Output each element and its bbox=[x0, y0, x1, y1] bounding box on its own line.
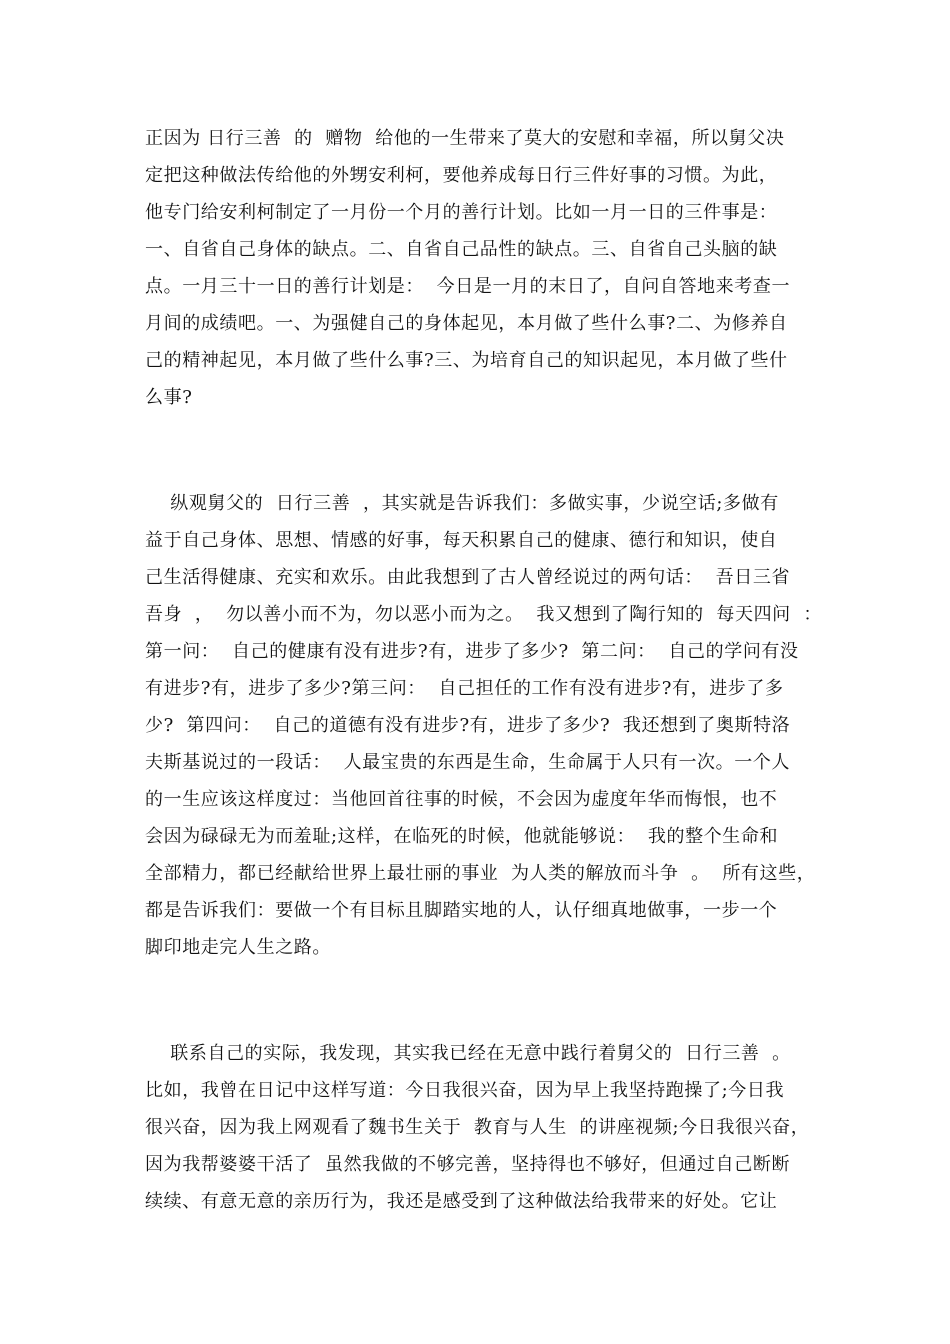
text-line: 很兴奋，因为我上网观看了魏书生关于 教育与人生 的讲座视频;今日我很兴奋， bbox=[145, 1117, 810, 1138]
text-line: 因为我帮婆婆干活了 虽然我做的不够完善，坚持得也不够好，但通过自己断断 bbox=[145, 1154, 791, 1175]
paragraph-3 bbox=[145, 1035, 825, 1220]
text-line: 续续、有意无意的亲历行为，我还是感受到了这种做法给我带来的好处。它让 bbox=[145, 1191, 778, 1212]
text-line: 己的精神起见，本月做了些什么事?三、为培育自己的知识起见，本月做了些什 bbox=[145, 350, 788, 371]
text-line: 都是告诉我们：要做一个有目标且脚踏实地的人，认仔细真地做事，一步一个 bbox=[145, 900, 778, 921]
text-line: 点。一月三十一日的善行计划是： 今日是一月的末日了，自问自答地来考查一 bbox=[145, 276, 791, 297]
text-line: 一、自省自己身体的缺点。二、自省自己品性的缺点。三、自省自己头脑的缺 bbox=[145, 239, 778, 260]
text-line: 会因为碌碌无为而羞耻;这样，在临死的时候，他就能够说： 我的整个生命和 bbox=[145, 826, 779, 847]
paragraph-2 bbox=[145, 485, 825, 966]
text-line: 益于自己身体、思想、情感的好事，每天积累自己的健康、德行和知识，使自 bbox=[145, 530, 778, 551]
text-line: 他专门给安利柯制定了一月份一个月的善行计划。比如一月一日的三件事是： bbox=[145, 202, 778, 223]
text-line: 纵观舅父的 日行三善 ，其实就是告诉我们：多做实事，少说空话;多做有 bbox=[145, 493, 779, 514]
text-line: 的一生应该这样度过：当他回首往事的时候，不会因为虚度年华而悔恨，也不 bbox=[145, 789, 778, 810]
text-line: 正因为 日行三善 的 赠物 给他的一生带来了莫大的安慰和幸福，所以舅父决 bbox=[145, 128, 785, 149]
text-line: 么事? bbox=[145, 387, 193, 408]
text-line: 己生活得健康、充实和欢乐。由此我想到了古人曾经说过的两句话： 吾日三省 bbox=[145, 567, 791, 588]
paragraph-1 bbox=[145, 120, 825, 416]
text-line: 月间的成绩吧。一、为强健自己的身体起见，本月做了些什么事?二、为修养自 bbox=[145, 313, 788, 334]
text-line: 有进步?有，进步了多少?第三问： 自己担任的工作有没有进步?有，进步了多 bbox=[145, 678, 784, 699]
text-line: 夫斯基说过的一段话： 人最宝贵的东西是生命，生命属于人只有一次。一个人 bbox=[145, 752, 791, 773]
text-line: 第一问： 自己的健康有没有进步?有，进步了多少? 第二问： 自己的学问有没 bbox=[145, 641, 799, 662]
text-line: 脚印地走完人生之路。 bbox=[145, 937, 331, 958]
text-line: 比如，我曾在日记中这样写道：今日我很兴奋，因为早上我坚持跑操了;今日我 bbox=[145, 1080, 785, 1101]
text-line: 全部精力，都已经献给世界上最壮丽的事业 为人类的解放而斗争 。 所有这些， bbox=[145, 863, 816, 884]
text-line: 少? 第四问： 自己的道德有没有进步?有，进步了多少? 我还想到了奥斯特洛 bbox=[145, 715, 791, 736]
text-line: 吾身 ， 勿以善小而不为，勿以恶小而为之。 我又想到了陶行知的 每天四问 ： bbox=[145, 604, 823, 625]
text-line: 定把这种做法传给他的外甥安利柯，要他养成每日行三件好事的习惯。为此， bbox=[145, 165, 778, 186]
text-line: 联系自己的实际，我发现，其实我已经在无意中践行着舅父的 日行三善 。 bbox=[145, 1043, 791, 1064]
